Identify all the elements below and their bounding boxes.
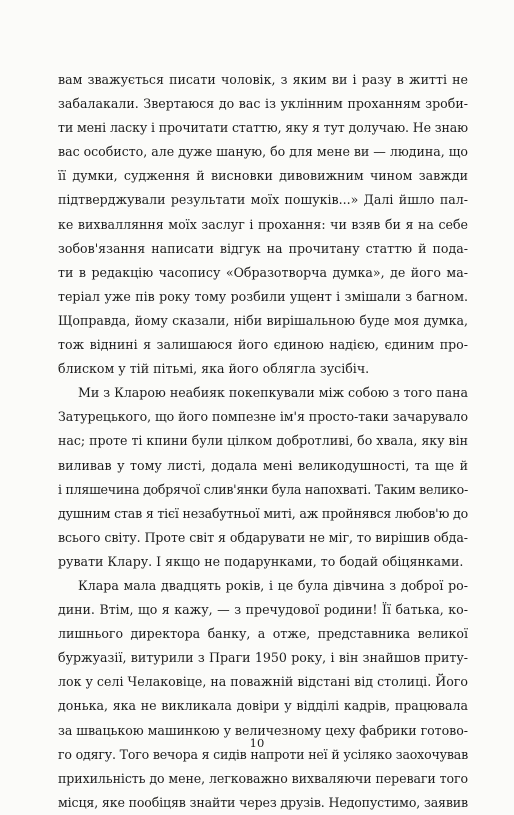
text-line: нас; проте ті кпини були цілком добротливі, бо хвала, яку він (58, 433, 468, 449)
text-line: буржуазії, витурили з Праги 1950 року, і він знайшов приту- (58, 650, 468, 666)
text-line: місця, яке пообіцяв знайти через друзів. Недопустимо, заявив (58, 794, 468, 810)
text-line: лок у селі Челаковіце, на поважній відстані від столиці. Його (58, 674, 468, 690)
text-line: і пляшечина добрячої слив'янки була напохваті. Таким велико- (58, 481, 469, 497)
text-line: вам зважується писати чоловік, з яким ви і разу в житті не (58, 72, 468, 87)
page-number: 10 (249, 736, 265, 750)
text-line: рувати Клару. І якщо не подарунками, то бодай обіцянками. (58, 553, 464, 569)
paragraph-1 (58, 68, 468, 381)
text-line: тож віднині я залишаюся його єдиною надією, єдиним про- (58, 337, 468, 353)
text-line: Клара мала двадцять років, і це була дівчина з доброї ро- (78, 577, 468, 593)
paragraph-3 (58, 574, 468, 815)
text-line: Ми з Кларою неабияк покепкували між собою з того пана (78, 385, 468, 401)
text-line: підтверджували результати моїх пошуків...» Далі йшло пал- (58, 192, 468, 208)
text-line: го одягу. Того вечора я сидів напроти неї й усіляко заохочував (58, 746, 468, 762)
body-text (58, 68, 468, 815)
text-line: Затурецького, що його помпезне ім'я просто-таки зачарувало (58, 409, 468, 425)
text-line: ке вихвалляння моїх заслуг і прохання: чи взяв би я на себе (58, 216, 468, 232)
text-line: її думки, судження й висновки дивовижним чином завжди (58, 168, 468, 184)
text-line: за швацькою машинкою у величезному цеху фабрики готово- (58, 722, 468, 738)
text-line: вас особисто, але дуже шаную, бо для мене ви — людина, що (58, 144, 468, 160)
text-line: прихильність до мене, легковажно вихваляючи переваги того (58, 770, 468, 786)
text-line: донька, яка не викликала довіри у відділі кадрів, працювала (58, 698, 468, 714)
text-line: душним став я тієї незабутньої миті, аж пройнявся любов'ю до (58, 505, 468, 521)
text-line: лишнього директора банку, а отже, представника великої (58, 626, 468, 642)
text-line: виливав у тому листі, додала мені великодушності, та ще й (58, 457, 468, 473)
text-line: блиском у тій пітьмі, яка його облягла зусібіч. (58, 361, 370, 377)
paragraph-2 (58, 381, 468, 574)
text-line: зобов'язання написати відгук на прочитану статтю й пода- (58, 240, 468, 256)
text-line: теріал уже пів року тому розбили ущент і змішали з багном. (58, 288, 468, 304)
text-line: дини. Втім, що я кажу, — з пречудової родини! Її батька, ко- (58, 602, 468, 618)
text-line: всього світу. Проте світ я обдарувати не міг, то вирішив обда- (58, 529, 468, 545)
text-line: ти в редакцію часопису «Образотворча думка», де його ма- (58, 264, 468, 280)
text-line: ти мені ласку і прочитати статтю, яку я тут долучаю. Не знаю (58, 120, 468, 136)
text-line: Щоправда, йому сказали, ніби вирішальною буде моя думка, (58, 312, 468, 328)
text-line: забалакали. Звертаюся до вас із уклінним проханням зроби- (58, 96, 468, 112)
